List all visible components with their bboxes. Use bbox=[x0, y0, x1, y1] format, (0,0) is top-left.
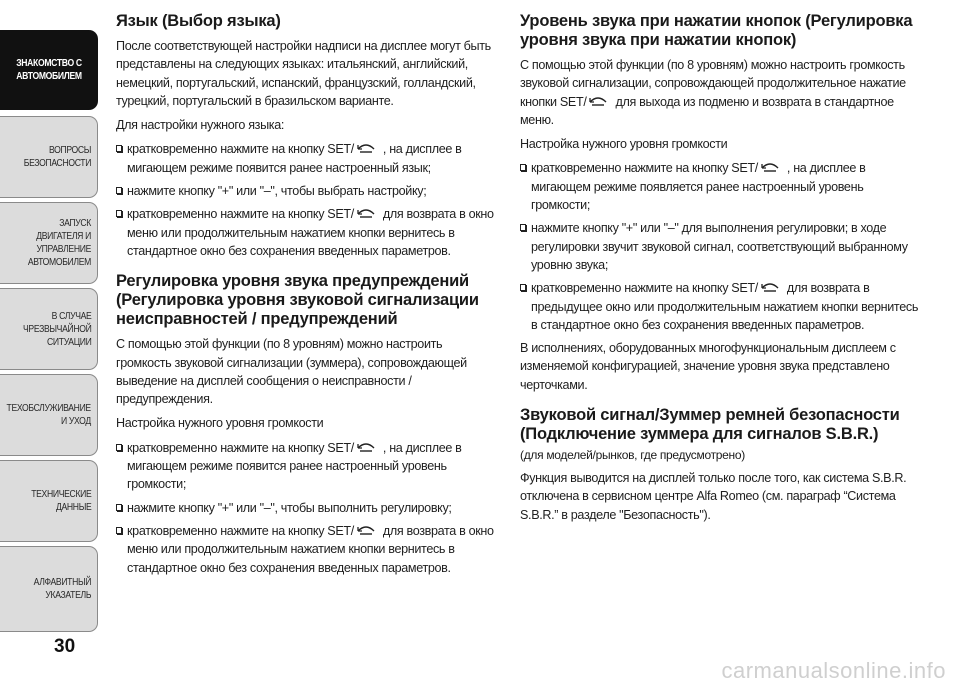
warning-lead: Настройка нужного уровня громкости bbox=[116, 416, 324, 431]
bullet-text: кратковременно нажмите на кнопку SET/ bbox=[127, 142, 354, 157]
tab-safety-label: ВОПРОСЫ БЕЗОПАСНОСТИ bbox=[23, 144, 91, 169]
list-item bbox=[116, 439, 496, 494]
list-item bbox=[116, 205, 496, 260]
button-volume-note: В исполнениях, оборудованных многофункциональным дисплеем с изменяемой конфигурацией, значение уровня звука представлено черточками. bbox=[520, 341, 896, 392]
section-title-warning-volume: Регулировка уровня звука предупреждений (Регулировка уровня звуковой сигнализации неисправностей / предупреждений bbox=[116, 272, 479, 329]
language-intro: После соответствующей настройки надписи на дисплее могут быть представлены на следующих языках: итальянский, английский, немецкий, португальский, испанский, французский, голландский, турецкий, португальский в бразильском варианте. bbox=[116, 39, 491, 108]
section-title-seatbelt-buzzer bbox=[520, 406, 920, 465]
bullet-text: для возврата в предыдущее окно или продолжительным нажатием кнопки вернитесь в стандартное окно без сохранения введенных параметров. bbox=[531, 281, 919, 332]
checkbox-bullet-icon bbox=[520, 164, 526, 171]
checkbox-bullet-icon bbox=[116, 210, 122, 217]
bullet-text: , на дисплее в мигающем режиме появляется ранее настроенный уровень громкости; bbox=[531, 161, 866, 213]
checkbox-bullet-icon bbox=[116, 145, 122, 152]
list-item bbox=[116, 499, 496, 517]
tab-intro[interactable] bbox=[0, 30, 98, 110]
checkbox-bullet-icon bbox=[116, 504, 122, 511]
tab-starting-label: ЗАПУСК ДВИГАТЕЛЯ И УПРАВЛЕНИЕ АВТОМОБИЛЕМ bbox=[27, 217, 91, 268]
bullet-text: кратковременно нажмите на кнопку SET/ bbox=[127, 523, 354, 538]
bullet-text: кратковременно нажмите на кнопку SET/ bbox=[531, 161, 758, 176]
paragraph-text: для выхода из подменю и возврата в стандартное меню. bbox=[520, 94, 894, 127]
left-column bbox=[116, 12, 496, 582]
chapter-tabs bbox=[0, 0, 100, 686]
checkbox-bullet-icon bbox=[520, 224, 526, 231]
bullet-text: нажмите кнопку "+" или "–", чтобы выполнить регулировку; bbox=[127, 500, 452, 515]
key-button-icon bbox=[759, 281, 781, 293]
watermark: carmanualsonline.info bbox=[721, 658, 946, 683]
key-button-icon bbox=[587, 95, 609, 107]
tab-maintenance-label: ТЕХОБСЛУЖИВАНИЕ И УХОД bbox=[6, 402, 91, 427]
bullet-text: нажмите кнопку "+" или "–", чтобы выбрать настройку; bbox=[127, 184, 427, 199]
checkbox-bullet-icon bbox=[520, 284, 526, 291]
tab-starting[interactable] bbox=[0, 202, 98, 284]
list-item bbox=[520, 279, 920, 334]
key-button-icon bbox=[759, 161, 781, 173]
key-button-icon bbox=[355, 441, 377, 453]
key-button-icon bbox=[355, 142, 377, 154]
tab-index-label: АЛФАВИТНЫЙ УКАЗАТЕЛЬ bbox=[33, 576, 91, 601]
key-button-icon bbox=[355, 207, 377, 219]
bullet-text: кратковременно нажмите на кнопку SET/ bbox=[531, 281, 758, 296]
list-item bbox=[520, 159, 920, 214]
warning-intro: С помощью этой функции (по 8 уровням) можно настроить громкость звуковой сигнализации (зуммера), сопровождающей выведение на дисплей сообщения о неисправности / предупреждения. bbox=[116, 337, 467, 407]
key-button-icon bbox=[355, 524, 377, 536]
tab-maintenance[interactable] bbox=[0, 374, 98, 456]
page-number: 30 bbox=[54, 636, 76, 657]
bullet-text: нажмите кнопку "+" или "–" для выполнения регулировки; в ходе регулировки звучит звуковой сигнал, соответствующий выбранному уровню звука; bbox=[531, 221, 908, 272]
right-column bbox=[520, 12, 920, 530]
button-volume-intro bbox=[520, 56, 920, 129]
seatbelt-text: Функция выводится на дисплей только после того, как система S.B.R. отключена в сервисном центре Alfa Romeo (см. параграф “Система S.B.R.” в разделе "Безопасность"). bbox=[520, 471, 907, 522]
tab-intro-label: ЗНАКОМСТВО С АВТОМОБИЛЕМ bbox=[15, 57, 82, 82]
tab-emergency[interactable] bbox=[0, 288, 98, 370]
checkbox-bullet-icon bbox=[116, 187, 122, 194]
list-item bbox=[116, 522, 496, 577]
button-volume-lead: Настройка нужного уровня громкости bbox=[520, 137, 728, 152]
bullet-text: кратковременно нажмите на кнопку SET/ bbox=[127, 207, 354, 222]
list-item bbox=[116, 140, 496, 177]
bullet-text: для возврата в окно меню или продолжительным нажатием кнопки вернитесь в стандартное окно без сохранения введенных параметров. bbox=[127, 207, 494, 258]
bullet-text: , на дисплее в мигающем режиме появится ранее настроенный язык; bbox=[127, 142, 462, 175]
section-subtitle: (для моделей/рынков, где предусмотрено) bbox=[520, 448, 745, 463]
section-title-language: Язык (Выбор языка) bbox=[116, 12, 281, 30]
list-item bbox=[116, 182, 496, 200]
checkbox-bullet-icon bbox=[116, 444, 122, 451]
bullet-text: , на дисплее в мигающем режиме появится ранее настроенный уровень громкости; bbox=[127, 440, 462, 492]
list-item bbox=[520, 219, 920, 274]
section-title-button-volume: Уровень звука при нажатии кнопок (Регулировка уровня звука при нажатии кнопок) bbox=[520, 12, 913, 49]
tab-technical[interactable] bbox=[0, 460, 98, 542]
bullet-text: кратковременно нажмите на кнопку SET/ bbox=[127, 440, 354, 455]
tab-safety[interactable] bbox=[0, 116, 98, 198]
checkbox-bullet-icon bbox=[116, 527, 122, 534]
heading-text: Звуковой сигнал/Зуммер ремней безопасности (Подключение зуммера для сигналов S.B.R.) bbox=[520, 406, 900, 444]
paragraph-text: С помощью этой функции (по 8 уровням) можно настроить громкость звуковой сигнализации, сопровождающей продолжительное нажатие кнопки SET/ bbox=[520, 58, 906, 109]
language-lead: Для настройки нужного языка: bbox=[116, 118, 285, 133]
tab-technical-label: ТЕХНИЧЕСКИЕ ДАННЫЕ bbox=[30, 488, 91, 513]
tab-index[interactable] bbox=[0, 546, 98, 632]
bullet-text: для возврата в окно меню или продолжительным нажатием кнопки вернитесь в стандартное окно без сохранения введенных параметров. bbox=[127, 523, 494, 575]
tab-emergency-label: В СЛУЧАЕ ЧРЕЗВЫЧАЙНОЙ СИТУАЦИИ bbox=[22, 309, 91, 348]
